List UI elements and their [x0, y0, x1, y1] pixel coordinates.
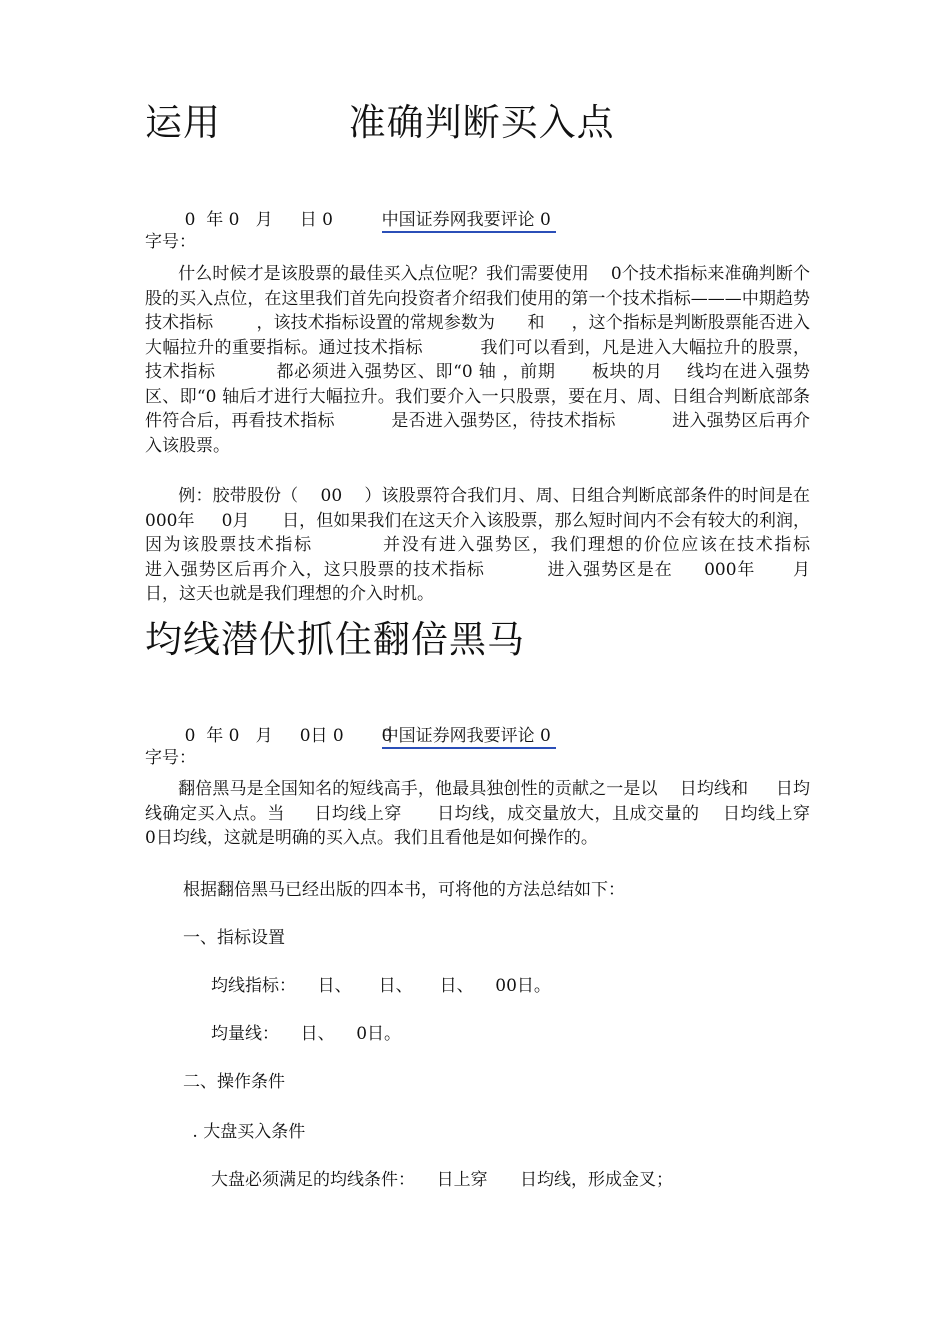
- publish-date: 0 年 0 月 日 0: [184, 210, 333, 230]
- font-size-label: 字号：: [145, 232, 196, 252]
- article-paragraph: 翻倍黑马是全国知名的短线高手，他最具独创性的贡献之一是以 日均线和 日均线确定买入点。当 日均线上穿 日均线，成交量放大，且成交量的 日均线上穿 0日均线，这就是明确的买入点。我们且看他是如何操作的。: [145, 779, 838, 848]
- source-comment-link[interactable]: 中国证券网我要评论 0: [382, 726, 557, 749]
- list-item: 均量线： 日、 0日。: [211, 1024, 402, 1044]
- font-size-label: 字号：: [145, 748, 196, 768]
- list-item: 均线指标： 日、 日、 日、 00日。: [211, 976, 551, 996]
- article-title: 均线潜伏抓住翻倍黑马: [145, 618, 525, 661]
- article-paragraph: 什么时候才是该股票的最佳买入点位呢？我们需要使用 0个技术指标来准确判断个股的买入点位，在这里我们首先向投资者介绍我们使用的第一个技术指标———中期趋势技术指标 ，该技术指标设置的常规参数为 和 ，这个指标是判断股票能否进入大幅拉升的重要指标。通过技术指标 我们可以看到，凡是进入大幅拉升的股票，技术指标 都必须进入强势区、即“0 轴 ，前期 板块的月 线均在进入强势区、即“0 轴后才进行大幅拉升。我们要介入一只股票，要在月、周、日组合判断底部条件符合后，再看技术指标 是否进入强势区，待技术指标 进入强势区后再介入该股票。: [145, 264, 810, 456]
- list-item: 大盘必须满足的均线条件： 日上穿 日均线，形成金叉；: [211, 1170, 674, 1190]
- subsection-heading: . 大盘买入条件: [187, 1122, 306, 1142]
- source-comment-link[interactable]: 中国证券网我要评论 0: [382, 210, 557, 233]
- section-heading: 二、操作条件: [183, 1072, 285, 1092]
- article-title: 运用 准确判断买入点: [145, 101, 615, 144]
- summary-intro: 根据翻倍黑马已经出版的四本书，可将他的方法总结如下：: [183, 880, 625, 900]
- publish-date: 0 年 0 月 0日 0 0: [184, 726, 393, 746]
- article-paragraph: 例：胶带股份（ 00 ）该股票符合我们月、周、日组合判断底部条件的时间是在 000年 0月 日，但如果我们在这天介入该股票，那么短时间内不会有较大的利润，因为该股票技术指标 并没有进入强势区，我们理想的价位应该在技术指标 进入强势区后再介入，这只股票的技术指标 进入强势区是在 000年 月 日，这天也就是我们理想的介入时机。: [145, 486, 865, 604]
- section-heading: 一、指标设置: [183, 928, 285, 948]
